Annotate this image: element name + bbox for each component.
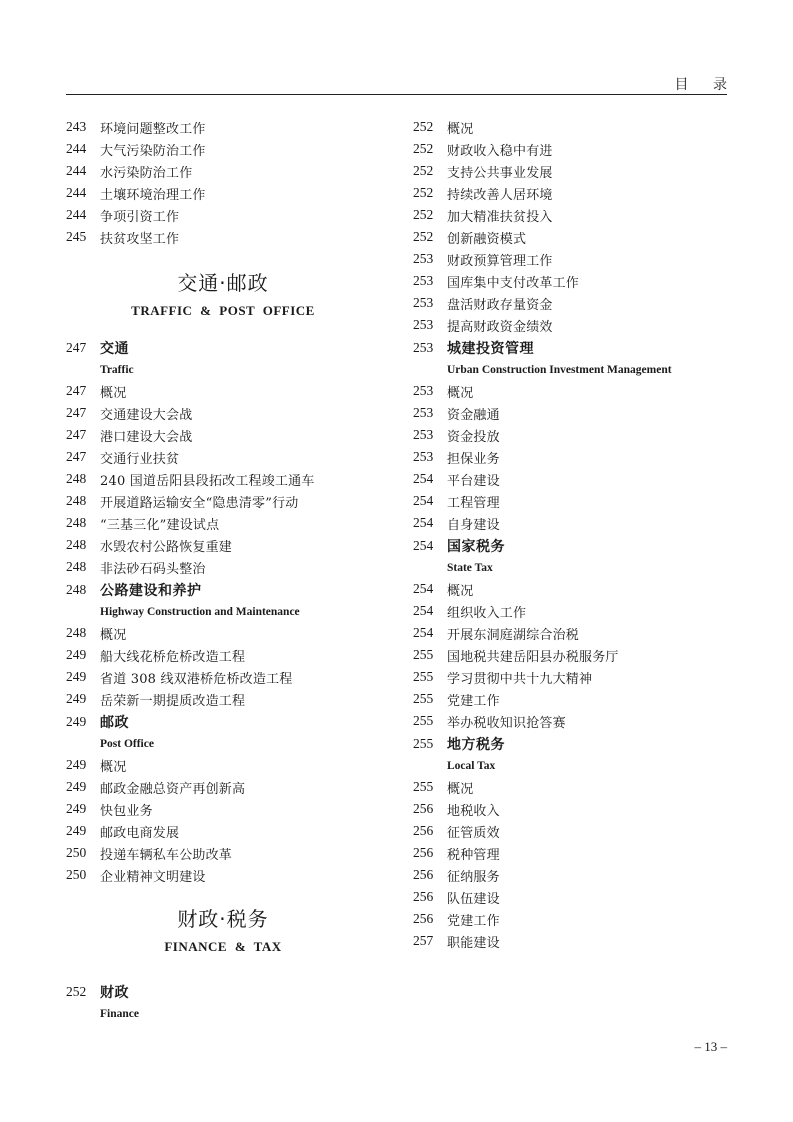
toc-entry <box>66 864 386 886</box>
toc-page-number: 253 <box>413 273 434 288</box>
toc-entry <box>413 182 733 204</box>
toc-entry-title: “三基三化”建设试点 <box>100 517 220 533</box>
toc-entry <box>413 402 733 424</box>
section-traffic <box>66 336 386 578</box>
toc-section-english-title: Urban Construction Investment Management <box>447 364 672 376</box>
toc-entry-title: 争项引资工作 <box>100 209 180 225</box>
toc-entry-title: 征纳服务 <box>447 869 500 885</box>
toc-page-number: 253 <box>413 317 434 332</box>
finance-items <box>413 116 733 336</box>
toc-entry-title: 党建工作 <box>447 693 500 709</box>
toc-section-title: 邮政 <box>100 715 129 731</box>
toc-entry-title: 环境问题整改工作 <box>100 121 206 137</box>
toc-entry <box>66 556 386 578</box>
toc-page-number: 249 <box>66 669 87 684</box>
toc-entry-title: 邮政电商发展 <box>100 825 180 841</box>
toc-entry-title: 邮政金融总资产再创新高 <box>100 781 246 797</box>
toc-section-english-title: State Tax <box>447 562 493 574</box>
toc-entry <box>413 820 733 842</box>
toc-page-number: 248 <box>66 582 87 597</box>
toc-page-number: 255 <box>413 669 434 684</box>
toc-entry <box>413 842 733 864</box>
toc-entry <box>413 380 733 402</box>
toc-entry-title: 企业精神文明建设 <box>100 869 206 885</box>
toc-entry-title: 学习贯彻中共十九大精神 <box>447 671 593 687</box>
toc-page-number: 249 <box>66 757 87 772</box>
toc-page-number: 248 <box>66 515 87 530</box>
toc-section-title: 公路建设和养护 <box>100 583 202 599</box>
toc-entry-title: 职能建设 <box>447 935 500 951</box>
toc-page-number: 250 <box>66 867 87 882</box>
toc-entry <box>413 600 733 622</box>
toc-entry-title: 水毁农村公路恢复重建 <box>100 539 233 555</box>
toc-entry <box>66 468 386 490</box>
toc-page-number: 249 <box>66 801 87 816</box>
toc-page-number: 254 <box>413 603 434 618</box>
category-title-zh: 财政·税务 <box>177 907 269 931</box>
toc-page-number: 255 <box>413 691 434 706</box>
toc-page-number: 249 <box>66 691 87 706</box>
toc-page-number: 247 <box>66 340 87 355</box>
toc-entry <box>66 622 386 644</box>
toc-entry-title: 持续改善人居环境 <box>447 187 553 203</box>
toc-page-number: 244 <box>66 141 87 156</box>
toc-entry-title: 快包业务 <box>100 803 153 819</box>
toc-entry <box>66 820 386 842</box>
toc-entry-title: 财政收入稳中有进 <box>447 143 553 159</box>
category-heading-traffic-post <box>66 266 386 322</box>
toc-page-number: 253 <box>413 449 434 464</box>
toc-entry <box>66 402 386 424</box>
toc-page-number: 247 <box>66 383 87 398</box>
toc-entry-title: 开展东洞庭湖综合治税 <box>447 627 580 643</box>
toc-section-entry <box>66 578 386 602</box>
toc-page-number: 252 <box>413 185 434 200</box>
toc-entry-title: 概况 <box>100 627 127 643</box>
toc-entry <box>66 160 386 182</box>
toc-page-number: 256 <box>413 911 434 926</box>
toc-entry <box>66 116 386 138</box>
toc-entry <box>413 644 733 666</box>
toc-page-number: 254 <box>413 515 434 530</box>
toc-page-number: 253 <box>413 383 434 398</box>
toc-page-number: 245 <box>66 229 87 244</box>
toc-entry-title: 省道 308 线双港桥危桥改造工程 <box>100 671 293 687</box>
toc-entry-title: 开展道路运输安全“隐患清零”行动 <box>100 495 299 511</box>
toc-entry-title: 大气污染防治工作 <box>100 143 206 159</box>
toc-entry <box>66 688 386 710</box>
toc-entry-title: 加大精准扶贫投入 <box>447 209 553 225</box>
toc-section-entry <box>66 336 386 360</box>
toc-entry <box>413 886 733 908</box>
toc-page-number: 254 <box>413 538 434 553</box>
toc-section-title: 地方税务 <box>447 737 505 753</box>
toc-entry-title: 船大线花桥危桥改造工程 <box>100 649 246 665</box>
toc-entry <box>66 754 386 776</box>
toc-page-number: 249 <box>66 823 87 838</box>
toc-entry <box>66 226 386 248</box>
toc-page-number: 253 <box>413 405 434 420</box>
toc-page-number: 244 <box>66 163 87 178</box>
toc-page-number: 254 <box>413 581 434 596</box>
toc-entry-title: 概况 <box>447 583 474 599</box>
toc-entry <box>66 534 386 556</box>
toc-entry <box>413 908 733 930</box>
toc-entry <box>413 446 733 468</box>
section-urban-investment <box>413 336 733 534</box>
toc-page-number: 250 <box>66 845 87 860</box>
toc-entry <box>413 160 733 182</box>
toc-left-column <box>66 116 386 1024</box>
toc-page-number: 244 <box>66 207 87 222</box>
toc-entry-title: 交通行业扶贫 <box>100 451 180 467</box>
toc-page-number: 254 <box>413 471 434 486</box>
toc-entry <box>413 248 733 270</box>
toc-entry <box>66 666 386 688</box>
toc-page-number: 252 <box>413 141 434 156</box>
toc-entry <box>66 182 386 204</box>
toc-page-number: 256 <box>413 867 434 882</box>
toc-page-number: 256 <box>413 845 434 860</box>
toc-entry <box>413 424 733 446</box>
toc-page-number: 255 <box>413 713 434 728</box>
toc-entry-title: 国地税共建岳阳县办税服务厅 <box>447 649 619 665</box>
toc-entry-title: 国库集中支付改革工作 <box>447 275 580 291</box>
toc-entry-title: 概况 <box>100 385 127 401</box>
toc-page-number: 252 <box>413 229 434 244</box>
category-title-en: TRAFFIC & POST OFFICE <box>131 303 315 318</box>
toc-page-number: 253 <box>413 295 434 310</box>
toc-entry-title: 概况 <box>100 759 127 775</box>
category-heading-finance-tax <box>66 902 386 958</box>
toc-entry <box>66 490 386 512</box>
toc-page-number: 256 <box>413 801 434 816</box>
toc-entry <box>413 138 733 160</box>
toc-entry-title: 平台建设 <box>447 473 500 489</box>
toc-page-number: 257 <box>413 933 434 948</box>
toc-entry-title: 交通建设大会战 <box>100 407 193 423</box>
section-finance <box>66 980 386 1024</box>
toc-page-number: 255 <box>413 736 434 751</box>
toc-section-entry <box>66 710 386 734</box>
toc-entry <box>413 864 733 886</box>
toc-entry <box>413 710 733 732</box>
toc-page-number: 252 <box>413 207 434 222</box>
toc-entry <box>66 776 386 798</box>
toc-page-number: 247 <box>66 449 87 464</box>
toc-entry-title: 党建工作 <box>447 913 500 929</box>
toc-entry <box>66 842 386 864</box>
toc-section-english-title: Finance <box>100 1008 139 1020</box>
env-items <box>66 116 386 248</box>
toc-page-number: 248 <box>66 625 87 640</box>
toc-section-title: 国家税务 <box>447 539 505 555</box>
toc-page-number: 248 <box>66 493 87 508</box>
toc-page-number: 252 <box>413 163 434 178</box>
toc-section-entry <box>66 980 386 1004</box>
toc-section-entry <box>413 732 733 756</box>
toc-entry <box>413 314 733 336</box>
toc-page-number: 249 <box>66 647 87 662</box>
category-title-en: FINANCE & TAX <box>164 939 282 954</box>
toc-page-number: 253 <box>413 427 434 442</box>
toc-entry <box>66 798 386 820</box>
toc-page-number: 253 <box>413 340 434 355</box>
toc-entry-title: 资金投放 <box>447 429 500 445</box>
toc-page-number: 256 <box>413 889 434 904</box>
toc-entry <box>413 116 733 138</box>
toc-section-title: 交通 <box>100 341 129 357</box>
toc-section-english-title: Local Tax <box>447 760 496 772</box>
toc-page-number: 247 <box>66 427 87 442</box>
toc-entry <box>66 424 386 446</box>
toc-entry-title: 组织收入工作 <box>447 605 527 621</box>
toc-section-english-title: Highway Construction and Maintenance <box>100 606 300 618</box>
toc-entry-title: 概况 <box>447 121 474 137</box>
toc-entry <box>413 776 733 798</box>
toc-entry <box>413 204 733 226</box>
toc-entry-title: 港口建设大会战 <box>100 429 193 445</box>
toc-page-number: 256 <box>413 823 434 838</box>
toc-entry <box>66 512 386 534</box>
toc-page-number: 247 <box>66 405 87 420</box>
toc-entry-title: 工程管理 <box>447 495 500 511</box>
toc-entry-title: 盘活财政存量资金 <box>447 297 553 313</box>
toc-entry <box>413 468 733 490</box>
toc-entry-title: 税种管理 <box>447 847 500 863</box>
toc-entry <box>413 270 733 292</box>
category-title-zh: 交通·邮政 <box>177 271 269 295</box>
toc-entry <box>413 512 733 534</box>
toc-entry <box>66 446 386 468</box>
toc-section-entry <box>413 336 733 360</box>
toc-entry <box>413 292 733 314</box>
toc-entry <box>413 688 733 710</box>
toc-entry-title: 岳荣新一期提质改造工程 <box>100 693 246 709</box>
toc-page-number: 248 <box>66 559 87 574</box>
toc-section-english-title: Post Office <box>100 738 154 750</box>
toc-entry-title: 举办税收知识抢答赛 <box>447 715 566 731</box>
toc-entry <box>413 490 733 512</box>
section-highway <box>66 578 386 710</box>
header-title: 目 录 <box>674 77 737 93</box>
toc-page-number: 254 <box>413 493 434 508</box>
toc-page-number: 255 <box>413 779 434 794</box>
toc-page-number: 243 <box>66 119 87 134</box>
toc-page-number: 252 <box>66 984 87 999</box>
toc-entry <box>413 930 733 952</box>
toc-entry <box>413 798 733 820</box>
section-post <box>66 710 386 886</box>
toc-entry-title: 概况 <box>447 385 474 401</box>
running-header <box>66 74 737 95</box>
toc-page-number: 244 <box>66 185 87 200</box>
section-state-tax <box>413 534 733 732</box>
toc-section-entry <box>413 534 733 558</box>
toc-section-title: 城建投资管理 <box>447 341 534 357</box>
toc-entry <box>413 578 733 600</box>
toc-section-english-title: Traffic <box>100 364 134 376</box>
toc-page-number: 255 <box>413 647 434 662</box>
toc-entry-title: 征管质效 <box>447 825 500 841</box>
toc-entry-title: 创新融资模式 <box>447 231 527 247</box>
toc-entry-title: 资金融通 <box>447 407 500 423</box>
toc-entry-title: 队伍建设 <box>447 891 500 907</box>
toc-section-title: 财政 <box>100 985 129 1001</box>
toc-entry <box>413 226 733 248</box>
toc-entry-title: 水污染防治工作 <box>100 165 193 181</box>
toc-page-number: 248 <box>66 471 87 486</box>
toc-entry <box>66 204 386 226</box>
toc-entry-title: 支持公共事业发展 <box>447 165 553 181</box>
toc-entry <box>66 138 386 160</box>
toc-entry-title: 财政预算管理工作 <box>447 253 553 269</box>
toc-entry-title: 扶贫攻坚工作 <box>100 231 180 247</box>
toc-entry-title: 概况 <box>447 781 474 797</box>
toc-page-number: 249 <box>66 779 87 794</box>
toc-right-column <box>413 116 733 952</box>
toc-entry-title: 担保业务 <box>447 451 500 467</box>
toc-entry-title: 提高财政资金绩效 <box>447 319 553 335</box>
toc-entry-title: 240 国道岳阳县段拓改工程竣工通车 <box>100 473 315 489</box>
toc-entry <box>66 644 386 666</box>
toc-entry-title: 非法砂石码头整治 <box>100 561 206 577</box>
toc-page-number: 252 <box>413 119 434 134</box>
toc-entry <box>413 622 733 644</box>
toc-page-number: 253 <box>413 251 434 266</box>
toc-page-number: 248 <box>66 537 87 552</box>
toc-entry <box>413 666 733 688</box>
toc-entry-title: 自身建设 <box>447 517 500 533</box>
page-number: – 13 – <box>694 1039 727 1054</box>
toc-entry-title: 地税收入 <box>447 803 500 819</box>
toc-entry <box>66 380 386 402</box>
toc-page-number: 254 <box>413 625 434 640</box>
toc-page-number: 249 <box>66 714 87 729</box>
toc-entry-title: 投递车辆私车公助改革 <box>100 847 233 863</box>
section-local-tax <box>413 732 733 952</box>
toc-entry-title: 土壤环境治理工作 <box>100 187 206 203</box>
